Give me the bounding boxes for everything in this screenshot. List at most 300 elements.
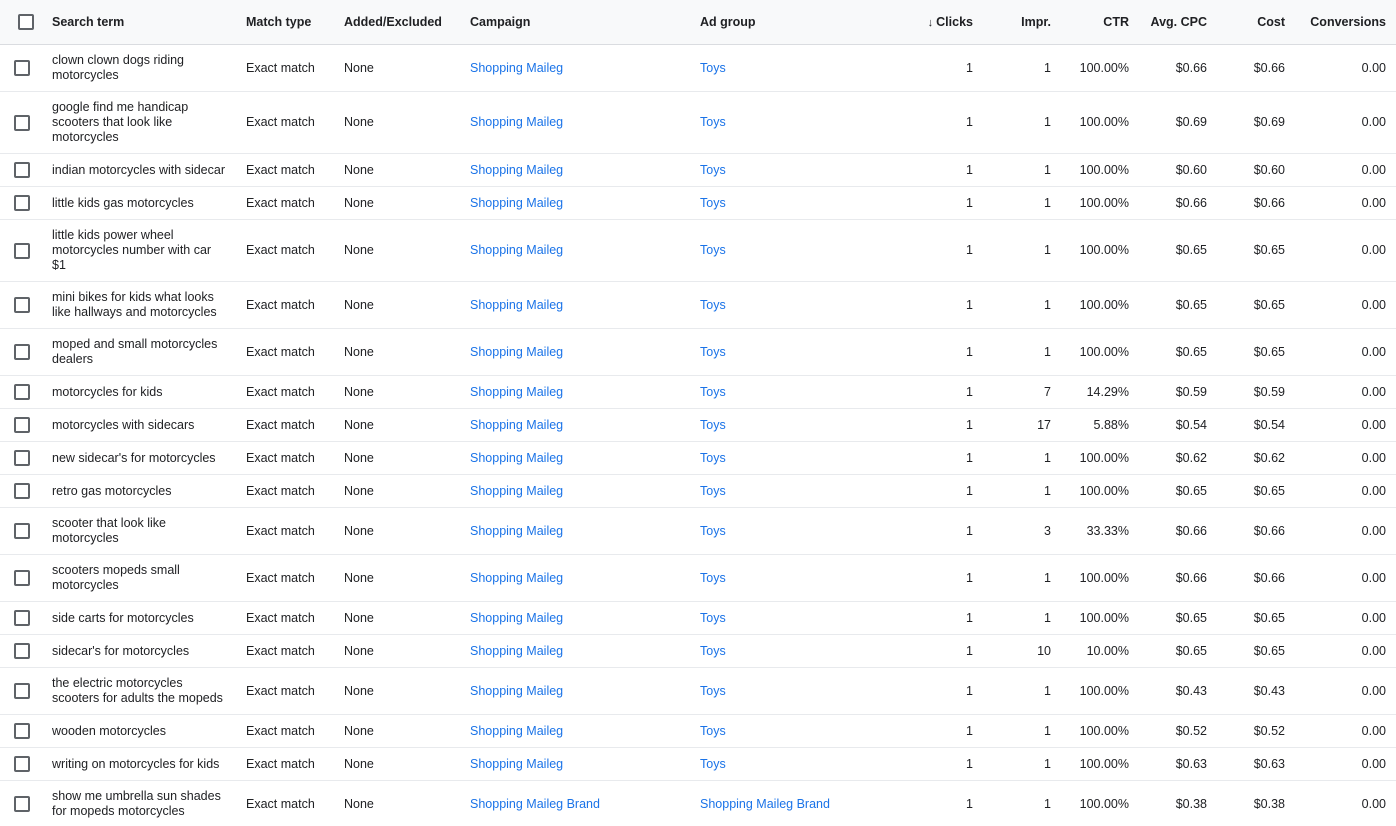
cell-avg-cpc-text: $0.43	[1175, 683, 1207, 698]
cell-impr	[983, 602, 1061, 635]
column-header-label: Impr.	[1021, 15, 1051, 29]
cell-conversions-text: 0.00	[1361, 756, 1386, 771]
cell-campaign[interactable]	[460, 668, 690, 715]
cell-campaign-text[interactable]: Shopping Maileg	[470, 723, 564, 738]
cell-added-excluded	[334, 92, 460, 154]
cell-added-excluded-text: None	[344, 610, 374, 625]
cell-avg-cpc-text: $0.65	[1175, 297, 1207, 312]
cell-match-type	[236, 748, 334, 781]
cell-ad-group[interactable]	[690, 555, 905, 602]
cell-cost-text: $0.65	[1253, 643, 1285, 658]
cell-ctr-text: 100.00%	[1079, 796, 1129, 811]
cell-ad-group-text[interactable]: Toys	[700, 384, 726, 399]
cell-campaign[interactable]	[460, 442, 690, 475]
cell-campaign-text[interactable]: Shopping Maileg	[470, 195, 564, 210]
cell-conversions-text: 0.00	[1361, 60, 1386, 75]
cell-campaign[interactable]	[460, 781, 690, 826]
cell-campaign[interactable]	[460, 508, 690, 555]
cell-added-excluded-text: None	[344, 796, 374, 811]
cell-ad-group-text[interactable]: Toys	[700, 523, 726, 538]
cell-cost	[1217, 508, 1295, 555]
cell-ad-group[interactable]	[690, 220, 905, 282]
table-row	[0, 635, 1396, 668]
cell-conversions-text: 0.00	[1361, 115, 1386, 129]
cell-cost-text: $0.66	[1253, 60, 1285, 75]
cell-search-term-text: scooter that look like motorcycles	[52, 516, 166, 545]
cell-ad-group-text[interactable]: Toys	[700, 610, 726, 625]
column-header-search-term[interactable]	[42, 0, 236, 45]
cell-avg-cpc-text: $0.63	[1175, 756, 1207, 771]
cell-ad-group[interactable]	[690, 376, 905, 409]
cell-search-term-text: google find me handicap scooters that look like motorcycles	[52, 100, 189, 144]
cell-match-type	[236, 220, 334, 282]
cell-conversions	[1295, 475, 1396, 508]
cell-ad-group-text[interactable]: Toys	[700, 643, 726, 658]
cell-campaign-text[interactable]: Shopping Maileg	[470, 297, 564, 312]
cell-ad-group-text[interactable]: Toys	[700, 417, 726, 432]
cell-campaign-text[interactable]: Shopping Maileg	[470, 450, 564, 465]
cell-clicks-text: 1	[966, 162, 973, 177]
cell-added-excluded-text: None	[344, 162, 374, 177]
column-header-campaign[interactable]	[460, 0, 690, 45]
cell-ad-group-text[interactable]: Toys	[700, 243, 726, 257]
cell-avg-cpc-text: $0.66	[1175, 60, 1207, 75]
cell-cost	[1217, 92, 1295, 154]
cell-clicks-text: 1	[966, 384, 973, 399]
cell-avg-cpc	[1139, 282, 1217, 329]
cell-impr	[983, 555, 1061, 602]
cell-cost-text: $0.59	[1253, 384, 1285, 399]
column-header-avg-cpc[interactable]	[1139, 0, 1217, 45]
cell-campaign-text[interactable]: Shopping Maileg	[470, 483, 564, 498]
row-select-cell[interactable]	[0, 282, 42, 329]
cell-campaign-text[interactable]: Shopping Maileg	[470, 610, 564, 625]
cell-clicks-text: 1	[966, 723, 973, 738]
row-checkbox[interactable]	[14, 344, 30, 360]
row-checkbox[interactable]	[14, 195, 30, 211]
cell-ad-group-text[interactable]: Toys	[700, 723, 726, 738]
cell-cost	[1217, 220, 1295, 282]
cell-ctr	[1061, 715, 1139, 748]
cell-ad-group[interactable]	[690, 668, 905, 715]
cell-campaign[interactable]	[460, 154, 690, 187]
cell-impr-text: 1	[1044, 683, 1051, 698]
cell-ctr	[1061, 45, 1139, 92]
cell-ctr-text: 100.00%	[1079, 450, 1129, 465]
cell-campaign-text[interactable]: Shopping Maileg	[470, 384, 564, 399]
row-select-cell[interactable]	[0, 187, 42, 220]
cell-campaign[interactable]	[460, 475, 690, 508]
cell-ctr-text: 100.00%	[1079, 195, 1129, 210]
cell-cost	[1217, 668, 1295, 715]
row-checkbox[interactable]	[14, 243, 30, 259]
cell-impr-text: 1	[1044, 162, 1051, 177]
cell-campaign[interactable]	[460, 187, 690, 220]
row-select-cell[interactable]	[0, 409, 42, 442]
cell-ad-group[interactable]	[690, 442, 905, 475]
cell-clicks-text: 1	[966, 796, 973, 811]
row-checkbox[interactable]	[14, 483, 30, 499]
cell-ctr	[1061, 409, 1139, 442]
cell-conversions	[1295, 635, 1396, 668]
row-select-cell[interactable]	[0, 635, 42, 668]
cell-campaign[interactable]	[460, 602, 690, 635]
cell-added-excluded-text: None	[344, 344, 374, 359]
row-select-cell[interactable]	[0, 668, 42, 715]
cell-cost	[1217, 187, 1295, 220]
cell-avg-cpc	[1139, 748, 1217, 781]
cell-campaign-text[interactable]: Shopping Maileg Brand	[470, 796, 600, 811]
cell-clicks	[905, 475, 983, 508]
cell-avg-cpc-text: $0.69	[1175, 115, 1207, 129]
cell-match-type-text: Exact match	[246, 162, 315, 177]
row-select-cell[interactable]	[0, 748, 42, 781]
column-header-ctr[interactable]	[1061, 0, 1139, 45]
cell-impr	[983, 715, 1061, 748]
cell-match-type	[236, 409, 334, 442]
cell-search-term	[42, 748, 236, 781]
row-select-cell[interactable]	[0, 715, 42, 748]
cell-ctr	[1061, 508, 1139, 555]
cell-impr	[983, 154, 1061, 187]
cell-campaign[interactable]	[460, 329, 690, 376]
row-checkbox[interactable]	[14, 683, 30, 699]
cell-ctr-text: 14.29%	[1086, 384, 1129, 399]
table-row	[0, 376, 1396, 409]
cell-cost	[1217, 442, 1295, 475]
cell-match-type-text: Exact match	[246, 523, 315, 538]
cell-added-excluded-text: None	[344, 483, 374, 498]
column-header-clicks[interactable]	[905, 0, 983, 45]
cell-clicks	[905, 715, 983, 748]
cell-ctr	[1061, 668, 1139, 715]
cell-match-type-text: Exact match	[246, 115, 315, 129]
table-row	[0, 329, 1396, 376]
cell-added-excluded-text: None	[344, 643, 374, 658]
cell-ctr-text: 100.00%	[1079, 683, 1129, 698]
row-checkbox[interactable]	[14, 756, 30, 772]
cell-match-type-text: Exact match	[246, 723, 315, 738]
cell-avg-cpc-text: $0.62	[1175, 450, 1207, 465]
row-checkbox[interactable]	[14, 610, 30, 626]
cell-campaign[interactable]	[460, 282, 690, 329]
cell-ad-group-text[interactable]: Toys	[700, 60, 726, 75]
cell-campaign-text[interactable]: Shopping Maileg	[470, 115, 564, 129]
cell-added-excluded	[334, 329, 460, 376]
cell-ad-group-text[interactable]: Toys	[700, 483, 726, 498]
cell-impr	[983, 282, 1061, 329]
cell-avg-cpc	[1139, 475, 1217, 508]
cell-ad-group-text[interactable]: Toys	[700, 570, 726, 585]
cell-added-excluded	[334, 475, 460, 508]
cell-impr-text: 1	[1044, 723, 1051, 738]
row-checkbox[interactable]	[14, 417, 30, 433]
cell-cost	[1217, 376, 1295, 409]
sort-descending-icon: ↓	[927, 17, 934, 29]
row-select-cell[interactable]	[0, 442, 42, 475]
cell-avg-cpc-text: $0.65	[1175, 483, 1207, 498]
cell-conversions-text: 0.00	[1361, 643, 1386, 658]
cell-clicks	[905, 781, 983, 826]
cell-campaign[interactable]	[460, 92, 690, 154]
cell-conversions-text: 0.00	[1361, 483, 1386, 498]
cell-cost-text: $0.65	[1253, 610, 1285, 625]
cell-conversions	[1295, 555, 1396, 602]
column-header-conversions[interactable]	[1295, 0, 1396, 45]
row-checkbox[interactable]	[14, 643, 30, 659]
cell-ad-group-text[interactable]: Toys	[700, 162, 726, 177]
cell-search-term	[42, 92, 236, 154]
cell-conversions-text: 0.00	[1361, 384, 1386, 399]
row-checkbox[interactable]	[14, 297, 30, 313]
cell-ad-group[interactable]	[690, 715, 905, 748]
select-all-checkbox[interactable]	[18, 14, 34, 30]
cell-match-type-text: Exact match	[246, 610, 315, 625]
row-select-cell[interactable]	[0, 329, 42, 376]
cell-avg-cpc-text: $0.52	[1175, 723, 1207, 738]
column-header-cost[interactable]	[1217, 0, 1295, 45]
row-select-cell[interactable]	[0, 602, 42, 635]
cell-campaign-text[interactable]: Shopping Maileg	[470, 344, 564, 359]
cell-clicks-text: 1	[966, 195, 973, 210]
column-header-impr[interactable]	[983, 0, 1061, 45]
cell-ad-group[interactable]	[690, 409, 905, 442]
cell-added-excluded	[334, 555, 460, 602]
cell-clicks	[905, 282, 983, 329]
cell-campaign[interactable]	[460, 409, 690, 442]
cell-cost	[1217, 748, 1295, 781]
cell-ad-group-text[interactable]: Toys	[700, 683, 726, 698]
cell-impr	[983, 748, 1061, 781]
cell-ad-group[interactable]	[690, 508, 905, 555]
cell-ad-group[interactable]	[690, 635, 905, 668]
cell-conversions-text: 0.00	[1361, 297, 1386, 312]
cell-cost	[1217, 781, 1295, 826]
cell-search-term	[42, 475, 236, 508]
cell-ctr	[1061, 635, 1139, 668]
cell-avg-cpc-text: $0.60	[1175, 162, 1207, 177]
cell-match-type	[236, 781, 334, 826]
cell-campaign[interactable]	[460, 45, 690, 92]
cell-campaign[interactable]	[460, 555, 690, 602]
cell-ctr-text: 100.00%	[1079, 723, 1129, 738]
cell-match-type	[236, 442, 334, 475]
cell-impr-text: 7	[1044, 384, 1051, 399]
cell-ad-group[interactable]	[690, 187, 905, 220]
cell-campaign-text[interactable]: Shopping Maileg	[470, 756, 564, 771]
row-checkbox[interactable]	[14, 523, 30, 539]
cell-campaign-text[interactable]: Shopping Maileg	[470, 60, 564, 75]
column-header-label: Ad group	[700, 15, 756, 29]
cell-ctr	[1061, 92, 1139, 154]
cell-ad-group-text[interactable]: Toys	[700, 450, 726, 465]
cell-match-type-text: Exact match	[246, 417, 315, 432]
cell-ad-group-text[interactable]: Toys	[700, 297, 726, 312]
cell-campaign-text[interactable]: Shopping Maileg	[470, 417, 564, 432]
cell-ctr	[1061, 154, 1139, 187]
cell-ad-group-text[interactable]: Toys	[700, 344, 726, 359]
row-select-cell[interactable]	[0, 781, 42, 826]
row-checkbox[interactable]	[14, 60, 30, 76]
cell-ad-group[interactable]	[690, 154, 905, 187]
cell-ad-group[interactable]	[690, 602, 905, 635]
cell-conversions-text: 0.00	[1361, 162, 1386, 177]
cell-ctr	[1061, 376, 1139, 409]
cell-avg-cpc-text: $0.59	[1175, 384, 1207, 399]
row-checkbox[interactable]	[14, 723, 30, 739]
cell-cost	[1217, 45, 1295, 92]
cell-added-excluded-text: None	[344, 723, 374, 738]
cell-match-type	[236, 555, 334, 602]
cell-added-excluded-text: None	[344, 243, 374, 257]
table-row	[0, 781, 1396, 826]
cell-campaign-text[interactable]: Shopping Maileg	[470, 162, 564, 177]
cell-conversions-text: 0.00	[1361, 450, 1386, 465]
cell-match-type-text: Exact match	[246, 643, 315, 658]
cell-search-term-text: new sidecar's for motorcycles	[52, 450, 216, 465]
cell-ad-group[interactable]	[690, 282, 905, 329]
row-select-cell[interactable]	[0, 92, 42, 154]
cell-conversions	[1295, 668, 1396, 715]
row-select-cell[interactable]	[0, 555, 42, 602]
cell-match-type	[236, 154, 334, 187]
cell-avg-cpc	[1139, 187, 1217, 220]
cell-cost	[1217, 715, 1295, 748]
cell-ctr	[1061, 220, 1139, 282]
cell-ad-group-text[interactable]: Toys	[700, 195, 726, 210]
cell-ad-group-text[interactable]: Toys	[700, 115, 726, 129]
table-row	[0, 715, 1396, 748]
row-select-cell[interactable]	[0, 376, 42, 409]
row-checkbox[interactable]	[14, 384, 30, 400]
cell-avg-cpc-text: $0.66	[1175, 523, 1207, 538]
row-select-cell[interactable]	[0, 475, 42, 508]
cell-ctr-text: 100.00%	[1079, 60, 1129, 75]
cell-added-excluded-text: None	[344, 297, 374, 312]
cell-avg-cpc-text: $0.65	[1175, 243, 1207, 257]
cell-search-term-text: indian motorcycles with sidecar	[52, 162, 225, 177]
table-row	[0, 282, 1396, 329]
column-header-label: Match type	[246, 15, 312, 29]
row-select-cell[interactable]	[0, 508, 42, 555]
cell-impr	[983, 45, 1061, 92]
column-header-ad-group[interactable]	[690, 0, 905, 45]
cell-search-term	[42, 668, 236, 715]
cell-clicks-text: 1	[966, 417, 973, 432]
row-select-cell[interactable]	[0, 45, 42, 92]
cell-added-excluded	[334, 602, 460, 635]
cell-added-excluded	[334, 187, 460, 220]
cell-match-type-text: Exact match	[246, 344, 315, 359]
cell-ad-group[interactable]	[690, 329, 905, 376]
cell-ad-group[interactable]	[690, 748, 905, 781]
cell-campaign[interactable]	[460, 715, 690, 748]
cell-ad-group-text[interactable]: Toys	[700, 756, 726, 771]
cell-match-type-text: Exact match	[246, 570, 315, 585]
cell-conversions-text: 0.00	[1361, 344, 1386, 359]
cell-ad-group[interactable]	[690, 781, 905, 826]
cell-campaign[interactable]	[460, 376, 690, 409]
table-row	[0, 409, 1396, 442]
table-row	[0, 45, 1396, 92]
cell-match-type	[236, 329, 334, 376]
cell-match-type-text: Exact match	[246, 297, 315, 312]
cell-avg-cpc	[1139, 555, 1217, 602]
cell-campaign[interactable]	[460, 220, 690, 282]
cell-match-type	[236, 187, 334, 220]
row-checkbox[interactable]	[14, 450, 30, 466]
row-checkbox[interactable]	[14, 162, 30, 178]
cell-search-term-text: sidecar's for motorcycles	[52, 643, 190, 658]
cell-avg-cpc	[1139, 92, 1217, 154]
cell-campaign[interactable]	[460, 635, 690, 668]
cell-match-type-text: Exact match	[246, 243, 315, 257]
cell-campaign-text[interactable]: Shopping Maileg	[470, 523, 564, 538]
cell-added-excluded	[334, 781, 460, 826]
row-checkbox[interactable]	[14, 570, 30, 586]
cell-campaign-text[interactable]: Shopping Maileg	[470, 570, 564, 585]
cell-cost	[1217, 635, 1295, 668]
cell-ad-group[interactable]	[690, 475, 905, 508]
cell-match-type-text: Exact match	[246, 483, 315, 498]
cell-cost	[1217, 154, 1295, 187]
cell-conversions	[1295, 602, 1396, 635]
cell-conversions	[1295, 376, 1396, 409]
cell-conversions-text: 0.00	[1361, 723, 1386, 738]
cell-ad-group[interactable]	[690, 45, 905, 92]
cell-cost-text: $0.38	[1253, 796, 1285, 811]
cell-campaign-text[interactable]: Shopping Maileg	[470, 683, 564, 698]
cell-search-term-text: scooters mopeds small motorcycles	[52, 563, 180, 592]
column-header-match-type[interactable]	[236, 0, 334, 45]
cell-ctr-text: 100.00%	[1079, 483, 1129, 498]
cell-ad-group[interactable]	[690, 92, 905, 154]
cell-cost-text: $0.65	[1253, 344, 1285, 359]
cell-search-term-text: moped and small motorcycles dealers	[52, 337, 218, 366]
cell-ctr-text: 100.00%	[1079, 344, 1129, 359]
cell-added-excluded	[334, 154, 460, 187]
row-select-cell[interactable]	[0, 220, 42, 282]
row-select-cell[interactable]	[0, 154, 42, 187]
cell-ctr-text: 100.00%	[1079, 756, 1129, 771]
cell-clicks	[905, 748, 983, 781]
cell-campaign-text[interactable]: Shopping Maileg	[470, 643, 564, 658]
column-header-label: Clicks	[936, 15, 973, 29]
cell-avg-cpc	[1139, 635, 1217, 668]
column-header-added-excluded[interactable]	[334, 0, 460, 45]
cell-conversions	[1295, 45, 1396, 92]
cell-campaign[interactable]	[460, 748, 690, 781]
select-all-header[interactable]	[0, 0, 42, 45]
cell-avg-cpc-text: $0.38	[1175, 796, 1207, 811]
cell-search-term	[42, 329, 236, 376]
cell-ad-group-text[interactable]: Shopping Maileg Brand	[700, 796, 830, 811]
row-checkbox[interactable]	[14, 115, 30, 131]
cell-impr	[983, 475, 1061, 508]
row-checkbox[interactable]	[14, 796, 30, 812]
cell-search-term-text: wooden motorcycles	[52, 723, 166, 738]
cell-match-type	[236, 635, 334, 668]
table-row	[0, 668, 1396, 715]
cell-clicks-text: 1	[966, 523, 973, 538]
cell-conversions-text: 0.00	[1361, 683, 1386, 698]
table-row	[0, 442, 1396, 475]
cell-conversions	[1295, 220, 1396, 282]
cell-ctr-text: 100.00%	[1079, 297, 1129, 312]
cell-clicks	[905, 508, 983, 555]
cell-campaign-text[interactable]: Shopping Maileg	[470, 243, 564, 257]
cell-avg-cpc-text: $0.65	[1175, 344, 1207, 359]
